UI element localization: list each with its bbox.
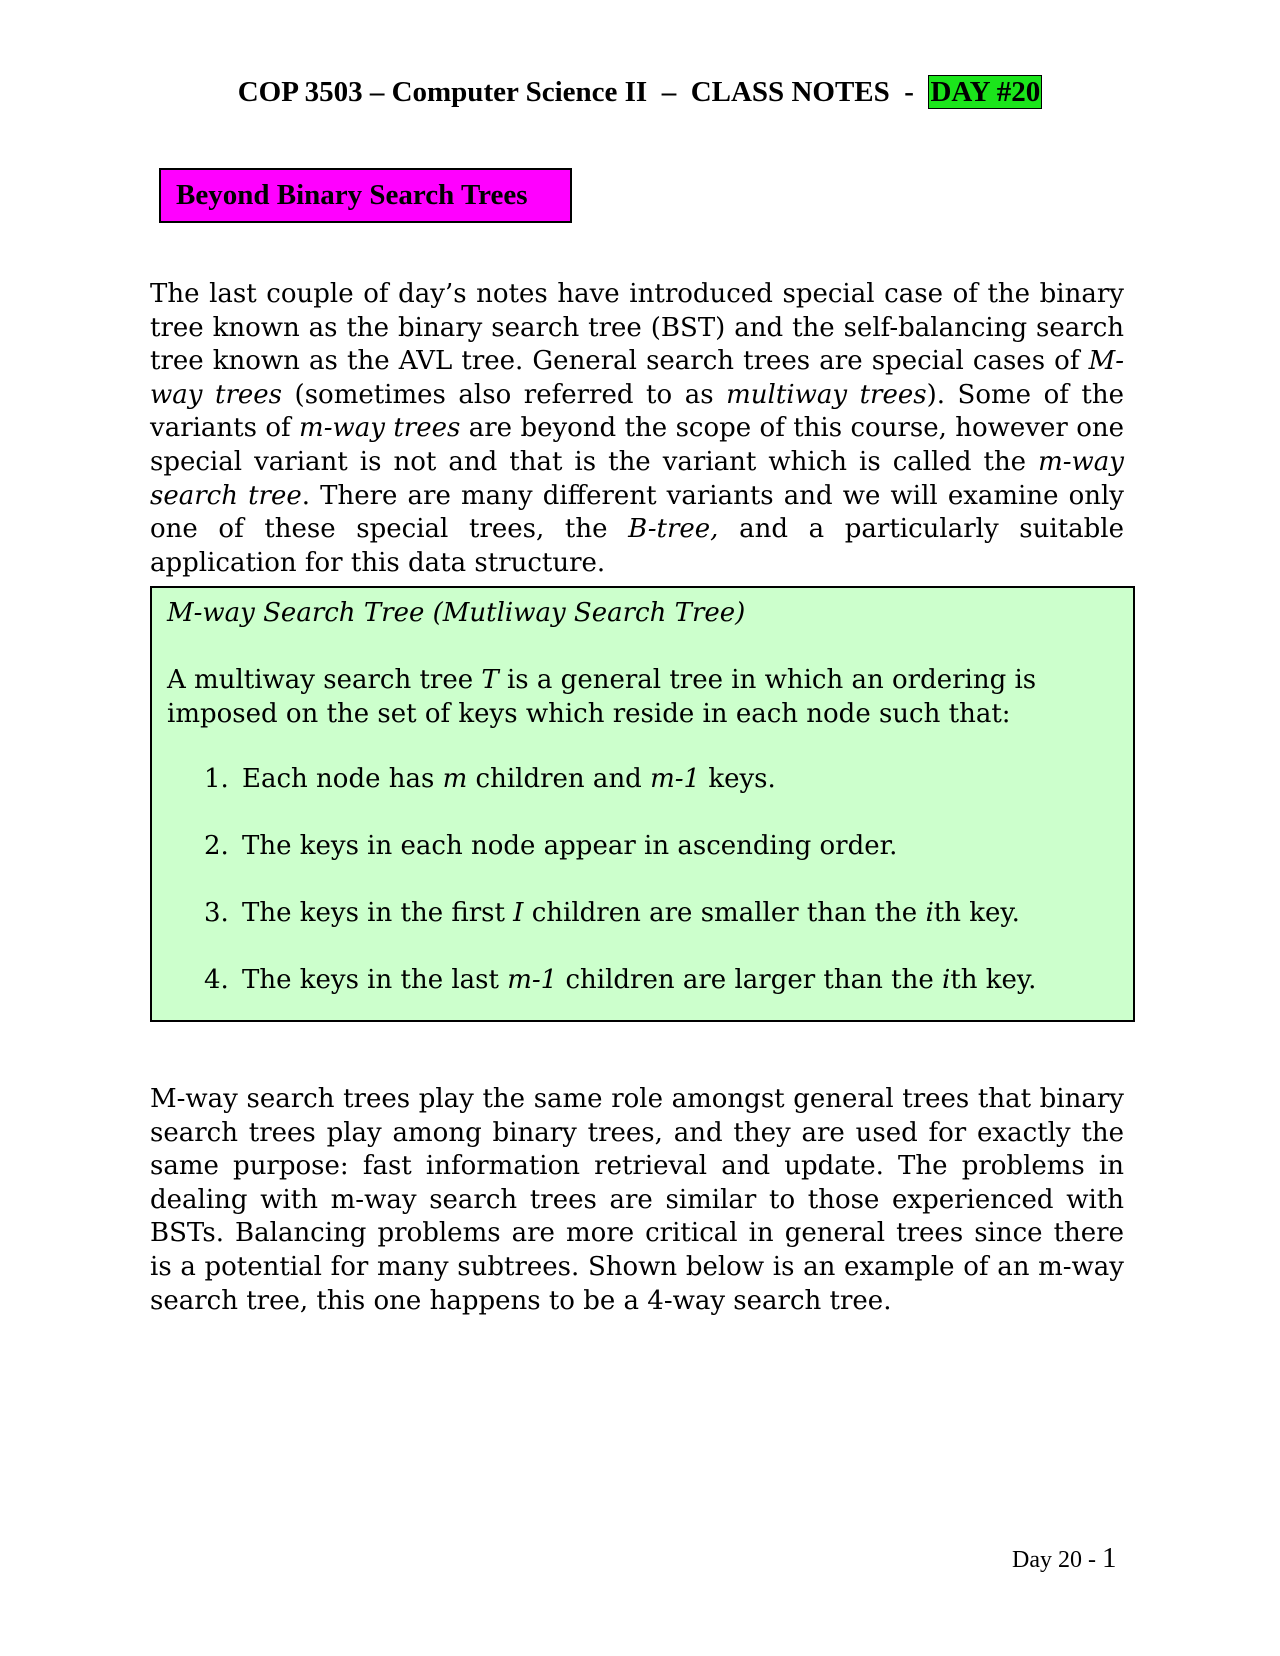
intro-text: . There are many different variants and we will examine only one of these special trees, the bbox=[150, 480, 1124, 545]
footer-separator: - bbox=[1081, 1547, 1102, 1573]
class-notes-label: CLASS NOTES bbox=[690, 76, 890, 108]
rule-text: children are smaller than the bbox=[523, 898, 926, 928]
intro-term: M-way trees bbox=[150, 346, 1124, 410]
definition-term: T bbox=[481, 665, 499, 695]
rule-text: th key. bbox=[950, 965, 1037, 995]
page-footer bbox=[1012, 1543, 1116, 1575]
definition-title: M-way Search Tree (Mutliway Search Tree) bbox=[167, 598, 746, 628]
rule-text: th key. bbox=[933, 898, 1020, 928]
rule-item bbox=[204, 829, 897, 863]
rule-term: m bbox=[442, 764, 468, 794]
rule-number: 2. bbox=[204, 831, 229, 861]
rule-number: 3. bbox=[204, 898, 229, 928]
rule-number: 4. bbox=[204, 965, 229, 995]
rule-term: i bbox=[925, 898, 934, 928]
page-header bbox=[0, 74, 1280, 110]
footer-label: Day 20 bbox=[1012, 1547, 1082, 1573]
rule-text: children are larger than the bbox=[557, 965, 942, 995]
intro-term: m-way search tree bbox=[150, 446, 1124, 511]
rule-term: m-1 bbox=[650, 764, 701, 794]
rule-text: The keys in each node appear in ascending order. bbox=[242, 831, 898, 861]
rule-text: children and bbox=[467, 764, 651, 794]
intro-term: B-tree, bbox=[628, 514, 719, 545]
course-title: COP 3503 – Computer Science II bbox=[237, 76, 648, 108]
page-number: 1 bbox=[1101, 1542, 1117, 1574]
section-title: Beyond Binary Search Trees bbox=[159, 168, 572, 223]
intro-paragraph bbox=[150, 278, 1124, 580]
rule-number: 1. bbox=[204, 764, 229, 794]
header-separator: – bbox=[647, 76, 691, 108]
rule-item bbox=[204, 762, 776, 796]
intro-text: are beyond the scope of this course, however one special variant is not and that is the variant which is called the bbox=[150, 413, 1124, 477]
rule-term: m-1 bbox=[507, 965, 558, 995]
intro-text: (sometimes also referred to as bbox=[282, 379, 727, 410]
definition-box bbox=[150, 586, 1135, 1022]
intro-text: The last couple of day’s notes have introduced special case of the binary tree known as the binary search tree (BST) and the self-balancing search tree known as the AVL tree. General search trees are special cases of bbox=[150, 279, 1124, 377]
rule-item bbox=[204, 963, 1036, 997]
definition-text: A multiway search tree bbox=[167, 665, 482, 695]
rule-term: i bbox=[941, 965, 951, 995]
closing-paragraph: M-way search trees play the same role amongst general trees that binary search trees play among binary trees, and they are used for exactly the same purpose: fast information retrieval and update. The problems in dealing with m-way search trees are similar to those experienced with BSTs. Balancing problems are more critical in general trees since there is a potential for many subtrees. Shown below is an example of an m-way search tree, this one happens to be a 4-way search tree. bbox=[150, 1084, 1124, 1316]
intro-text: ). Some of the variants of bbox=[150, 379, 1124, 444]
intro-term: m-way trees bbox=[299, 413, 461, 444]
day-badge: DAY #20 bbox=[930, 76, 1041, 108]
rule-text: The keys in the first bbox=[242, 898, 514, 928]
rule-term: I bbox=[513, 898, 524, 928]
intro-term: multiway trees bbox=[726, 379, 927, 410]
intro-text: and a particularly suitable application for this data structure. bbox=[150, 514, 1124, 578]
header-separator: - bbox=[889, 76, 929, 108]
definition-intro bbox=[167, 663, 1117, 731]
rule-text: The keys in the last bbox=[242, 965, 508, 995]
rule-item bbox=[204, 896, 1020, 930]
rule-text: keys. bbox=[700, 764, 776, 794]
rule-text: Each node has bbox=[242, 764, 443, 794]
definition-text: is a general tree in which an ordering is imposed on the set of keys which reside in each node such that: bbox=[167, 665, 1037, 729]
